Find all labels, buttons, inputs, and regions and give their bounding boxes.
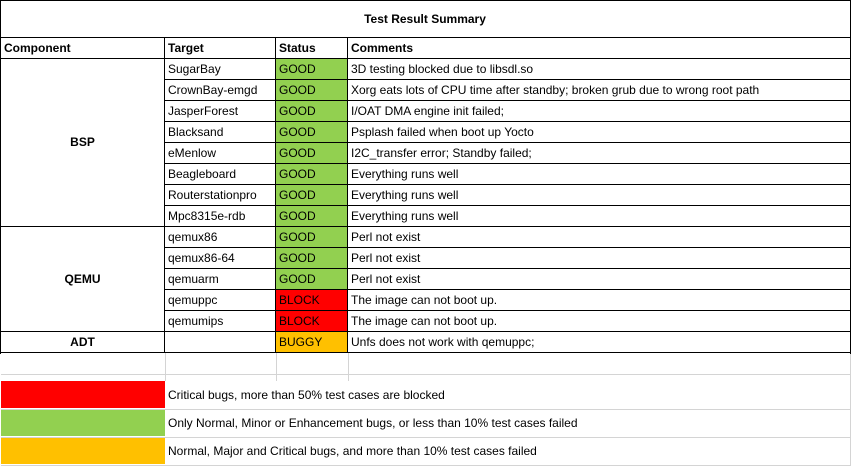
- target-cell: qemuppc: [168, 293, 218, 307]
- grid-line: [0, 331, 851, 332]
- legend-text: Only Normal, Minor or Enhancement bugs, or less than 10% test cases failed: [168, 416, 578, 430]
- target-cell: qemux86-64: [168, 251, 235, 265]
- comment-cell: Everything runs well: [351, 209, 459, 223]
- comment-cell: I2C_transfer error; Standby failed;: [351, 146, 532, 160]
- header-comments: Comments: [351, 41, 414, 55]
- grid-line: [0, 0, 1, 354]
- status-badge: GOOD: [276, 122, 347, 142]
- status-badge: GOOD: [276, 269, 347, 289]
- grid-line: [164, 289, 851, 290]
- header-component: Component: [4, 41, 71, 55]
- target-cell: Routerstationpro: [168, 188, 257, 202]
- comment-cell: 3D testing blocked due to libsdl.so: [351, 62, 534, 76]
- grid-line: [164, 100, 851, 101]
- status-badge: GOOD: [276, 80, 347, 100]
- target-cell: Mpc8315e-rdb: [168, 209, 246, 223]
- legend-swatch: [1, 381, 165, 408]
- status-badge: GOOD: [276, 143, 347, 163]
- status-badge: GOOD: [276, 227, 347, 247]
- target-cell: Beagleboard: [168, 167, 237, 181]
- grid-line: [348, 353, 349, 381]
- grid-line: [850, 0, 851, 354]
- target-cell: qemux86: [168, 230, 218, 244]
- target-cell: CrownBay-emgd: [168, 83, 258, 97]
- grid-line: [164, 37, 165, 353]
- grid-line: [0, 352, 851, 353]
- status-badge: GOOD: [276, 185, 347, 205]
- grid-line: [0, 226, 851, 227]
- grid-line: [0, 0, 851, 1]
- grid-line: [1, 437, 850, 438]
- target-cell: [165, 332, 275, 352]
- comment-cell: Perl not exist: [351, 272, 421, 286]
- status-badge: BLOCK: [276, 311, 347, 331]
- comment-cell: I/OAT DMA engine init failed;: [351, 104, 504, 118]
- component-cell: BSP: [70, 135, 95, 149]
- grid-line: [164, 268, 851, 269]
- grid-line: [1, 465, 850, 466]
- header-status: Status: [279, 41, 316, 55]
- comment-cell: Everything runs well: [351, 167, 459, 181]
- grid-line: [164, 142, 851, 143]
- sheet-title: Test Result Summary: [364, 12, 486, 26]
- comment-cell: The image can not boot up.: [351, 293, 498, 307]
- grid-line: [1, 374, 850, 375]
- target-cell: SugarBay: [168, 62, 221, 76]
- legend-text: Critical bugs, more than 50% test cases are blocked: [168, 388, 445, 402]
- grid-line: [164, 79, 851, 80]
- grid-line: [0, 58, 851, 59]
- grid-line: [850, 353, 851, 466]
- grid-line: [164, 163, 851, 164]
- grid-line: [164, 310, 851, 311]
- comment-cell: Perl not exist: [351, 251, 421, 265]
- comment-cell: The image can not boot up.: [351, 314, 498, 328]
- legend-text: Normal, Major and Critical bugs, and more than 10% test cases failed: [168, 444, 537, 458]
- target-cell: Blacksand: [168, 125, 224, 139]
- grid-line: [164, 121, 851, 122]
- status-badge: GOOD: [276, 59, 347, 79]
- status-badge: GOOD: [276, 248, 347, 268]
- comment-cell: Psplash failed when boot up Yocto: [351, 125, 534, 139]
- status-badge: GOOD: [276, 101, 347, 121]
- header-target: Target: [168, 41, 204, 55]
- target-cell: eMenlow: [168, 146, 217, 160]
- status-badge: GOOD: [276, 206, 347, 226]
- grid-line: [0, 37, 851, 38]
- comment-cell: Perl not exist: [351, 230, 421, 244]
- grid-line: [164, 184, 851, 185]
- grid-line: [164, 205, 851, 206]
- grid-line: [165, 353, 166, 381]
- comment-cell: Unfs does not work with qemuppc;: [351, 335, 535, 349]
- status-badge: BLOCK: [276, 290, 347, 310]
- component-cell: ADT: [70, 335, 95, 349]
- comment-cell: Everything runs well: [351, 188, 459, 202]
- grid-line: [275, 37, 276, 353]
- grid-line: [1, 409, 850, 410]
- grid-line: [164, 247, 851, 248]
- status-badge: GOOD: [276, 164, 347, 184]
- grid-line: [347, 37, 348, 353]
- component-cell: QEMU: [64, 272, 101, 286]
- legend-swatch: [1, 409, 165, 436]
- legend-swatch: [1, 437, 165, 464]
- target-cell: qemuarm: [168, 272, 219, 286]
- status-badge: BUGGY: [276, 332, 347, 352]
- target-cell: qemumips: [168, 314, 224, 328]
- target-cell: JasperForest: [168, 104, 239, 118]
- grid-line: [276, 353, 277, 381]
- comment-cell: Xorg eats lots of CPU time after standby; broken grub due to wrong root path: [351, 83, 760, 97]
